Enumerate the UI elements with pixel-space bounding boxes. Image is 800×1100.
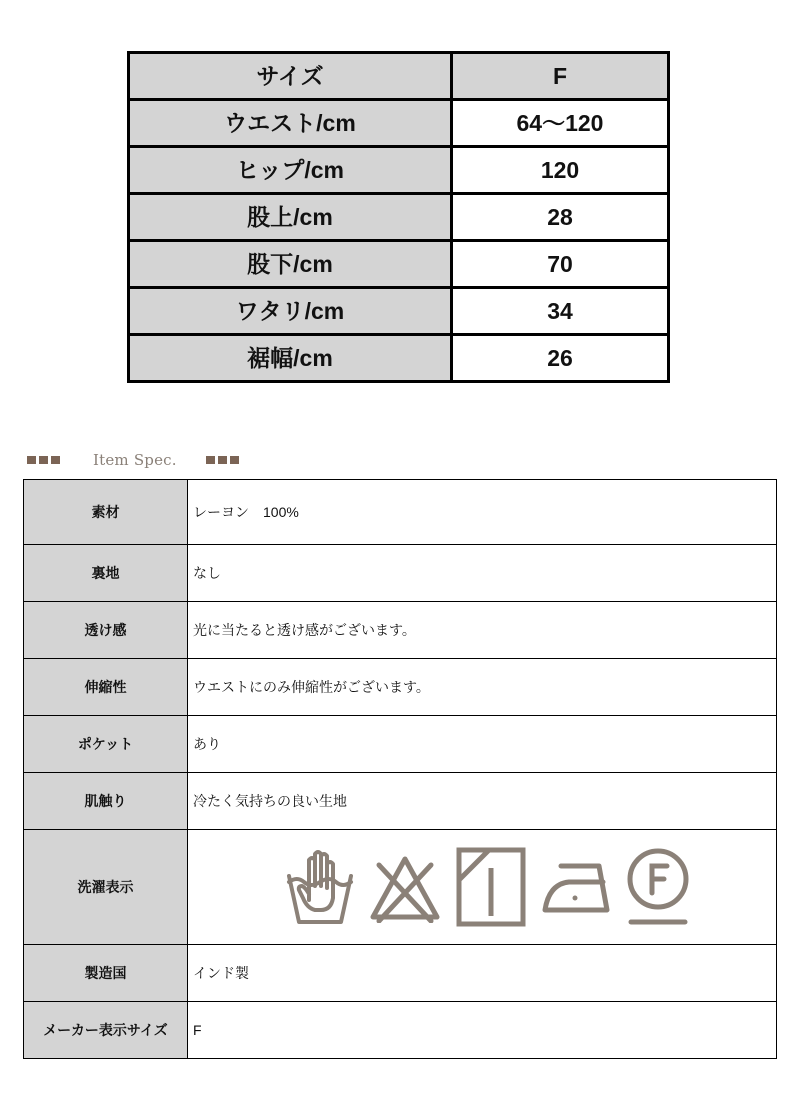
maker-size-value: F — [188, 1002, 777, 1059]
inseam-row — [129, 241, 669, 288]
hem-width-row — [129, 335, 669, 382]
hand-wash-icon — [285, 848, 355, 926]
dry-clean-f-icon — [625, 846, 691, 928]
inseam-value: 70 — [452, 241, 669, 288]
sheerness-label: 透け感 — [24, 602, 188, 659]
material-label: 素材 — [24, 480, 188, 545]
spec-row-sheerness — [24, 602, 777, 659]
drip-dry-shade-icon — [455, 846, 527, 928]
spec-row-material — [24, 480, 777, 545]
stretch-value: ウエストにのみ伸縮性がございます。 — [188, 659, 777, 716]
care-icons — [193, 846, 776, 928]
pocket-value: あり — [188, 716, 777, 773]
heading-marker-left — [27, 456, 63, 464]
spec-row-care — [24, 830, 777, 945]
thigh-label: ワタリ/cm — [129, 288, 452, 335]
spec-row-maker-size — [24, 1002, 777, 1059]
origin-label: 製造国 — [24, 945, 188, 1002]
size-table — [127, 51, 670, 383]
pocket-label: ポケット — [24, 716, 188, 773]
material-value: レーヨン 100% — [188, 480, 777, 545]
item-spec-title: Item Spec. — [93, 451, 177, 469]
origin-value: インド製 — [188, 945, 777, 1002]
hem-width-label: 裾幅/cm — [129, 335, 452, 382]
spec-row-origin — [24, 945, 777, 1002]
heading-marker-right — [206, 456, 242, 464]
iron-low-icon — [541, 856, 611, 918]
size-label: サイズ — [129, 53, 452, 100]
spec-row-pocket — [24, 716, 777, 773]
waist-row — [129, 100, 669, 147]
hip-value: 120 — [452, 147, 669, 194]
waist-value: 64〜120 — [452, 100, 669, 147]
hip-label: ヒップ/cm — [129, 147, 452, 194]
item-spec-heading — [27, 448, 242, 472]
texture-label: 肌触り — [24, 773, 188, 830]
no-bleach-icon — [369, 851, 441, 923]
texture-value: 冷たく気持ちの良い生地 — [188, 773, 777, 830]
sheerness-value: 光に当たると透け感がございます。 — [188, 602, 777, 659]
rise-label: 股上/cm — [129, 194, 452, 241]
spec-row-stretch — [24, 659, 777, 716]
spec-row-texture — [24, 773, 777, 830]
inseam-label: 股下/cm — [129, 241, 452, 288]
lining-value: なし — [188, 545, 777, 602]
stretch-label: 伸縮性 — [24, 659, 188, 716]
spec-table — [23, 479, 777, 1059]
rise-value: 28 — [452, 194, 669, 241]
hem-width-value: 26 — [452, 335, 669, 382]
lining-label: 裏地 — [24, 545, 188, 602]
size-value: F — [452, 53, 669, 100]
thigh-row — [129, 288, 669, 335]
waist-label: ウエスト/cm — [129, 100, 452, 147]
rise-row — [129, 194, 669, 241]
hip-row — [129, 147, 669, 194]
care-icons-cell — [188, 830, 777, 945]
spec-row-lining — [24, 545, 777, 602]
thigh-value: 34 — [452, 288, 669, 335]
maker-size-label: メーカー表示サイズ — [24, 1002, 188, 1059]
size-row — [129, 53, 669, 100]
care-label: 洗濯表示 — [24, 830, 188, 945]
